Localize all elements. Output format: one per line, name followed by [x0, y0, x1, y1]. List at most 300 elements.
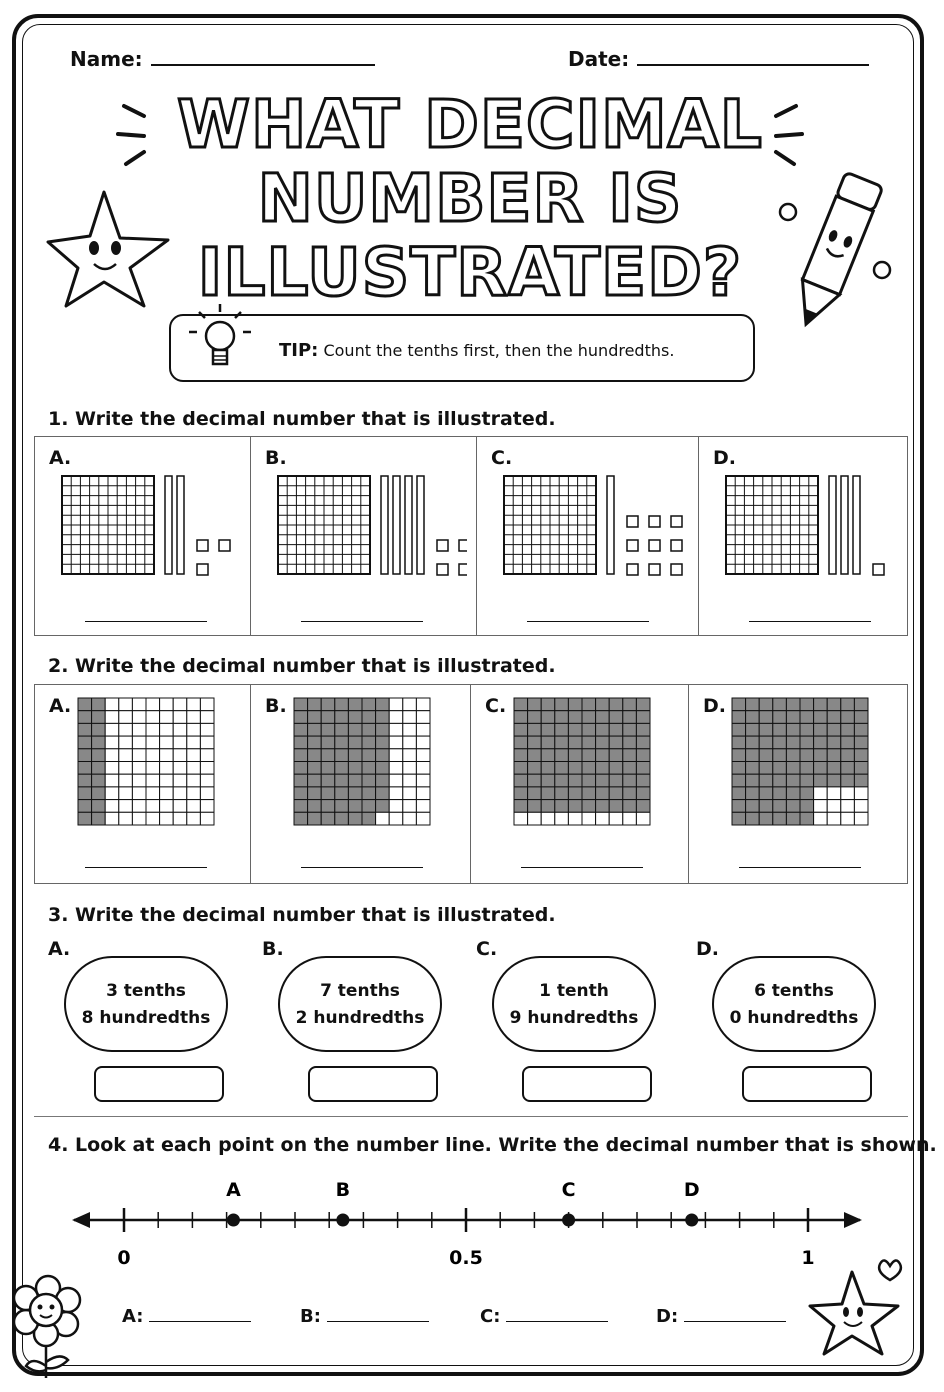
shaded-square [335, 800, 349, 813]
shaded-square [773, 774, 787, 787]
tick-label: 0 [117, 1247, 131, 1269]
empty-square [119, 812, 133, 825]
shaded-square [92, 711, 106, 724]
hundredths-text: 0 hundredths [729, 1008, 859, 1028]
empty-square [841, 787, 855, 800]
shaded-square [759, 812, 773, 825]
shaded-square [773, 736, 787, 749]
answer-line[interactable] [301, 621, 423, 622]
date-field[interactable] [568, 46, 869, 71]
answer-line[interactable] [739, 867, 861, 868]
q3-item-label: C. [476, 938, 498, 960]
empty-square [187, 723, 201, 736]
shaded-square [335, 812, 349, 825]
shaded-square [335, 762, 349, 775]
shaded-square [786, 711, 800, 724]
empty-square [173, 787, 187, 800]
empty-square [555, 812, 569, 825]
empty-square [132, 800, 146, 813]
empty-square [403, 812, 417, 825]
shaded-square [348, 698, 362, 711]
shaded-square [732, 774, 746, 787]
empty-square [119, 762, 133, 775]
date-line[interactable] [637, 46, 869, 66]
shaded-square [841, 698, 855, 711]
empty-square [814, 812, 828, 825]
answer-box[interactable] [522, 1066, 652, 1102]
point-answer[interactable] [656, 1306, 786, 1327]
empty-square [105, 762, 119, 775]
shaded-square [800, 711, 814, 724]
shaded-square [854, 736, 868, 749]
shaded-square [92, 774, 106, 787]
point-answer[interactable] [300, 1306, 429, 1327]
shaded-square [827, 736, 841, 749]
empty-square [514, 812, 528, 825]
shaded-square [800, 736, 814, 749]
tenth-rod [165, 476, 172, 574]
answer-line[interactable] [149, 1307, 251, 1322]
shaded-square [854, 749, 868, 762]
name-field[interactable] [70, 46, 375, 71]
empty-square [416, 787, 430, 800]
shaded-square [786, 723, 800, 736]
empty-square [854, 787, 868, 800]
shaded-square [528, 698, 542, 711]
point-answer-label: B: [300, 1306, 321, 1327]
shaded-square [800, 812, 814, 825]
base-ten-blocks [503, 475, 693, 585]
shaded-square [335, 698, 349, 711]
shaded-square [348, 812, 362, 825]
shaded-square [800, 749, 814, 762]
empty-square [146, 698, 160, 711]
empty-square [814, 787, 828, 800]
shaded-square [827, 762, 841, 775]
section-divider [34, 1116, 908, 1117]
thought-cloud [492, 956, 656, 1052]
answer-line[interactable] [527, 621, 649, 622]
shaded-square [335, 787, 349, 800]
shaded-square [636, 723, 650, 736]
empty-square [187, 698, 201, 711]
empty-square [200, 736, 214, 749]
shaded-square [555, 723, 569, 736]
empty-square [187, 736, 201, 749]
q1-item-label: D. [713, 447, 736, 469]
hundredths-text: 2 hundredths [295, 1008, 425, 1028]
shaded-square [78, 774, 92, 787]
hundred-flat [62, 476, 154, 574]
sparkle-left-icon [112, 100, 152, 172]
shaded-square [786, 762, 800, 775]
shaded-square [623, 711, 637, 724]
empty-square [119, 723, 133, 736]
point-label: A [226, 1179, 241, 1201]
shaded-square [773, 749, 787, 762]
shaded-square [732, 787, 746, 800]
shaded-square [814, 736, 828, 749]
q2-item [689, 685, 907, 883]
tenth-rod [607, 476, 614, 574]
shaded-square [732, 736, 746, 749]
empty-square [389, 711, 403, 724]
shaded-square [376, 749, 390, 762]
shaded-square [514, 774, 528, 787]
empty-square [636, 812, 650, 825]
shaded-square [348, 711, 362, 724]
empty-square [119, 749, 133, 762]
empty-square [160, 711, 174, 724]
tip-label: TIP: [279, 340, 319, 361]
shaded-square [854, 723, 868, 736]
q2-title: 2. Write the decimal number that is illustrated. [48, 655, 556, 677]
shaded-square [746, 812, 760, 825]
thought-cloud [278, 956, 442, 1052]
answer-box[interactable] [742, 1066, 872, 1102]
shaded-square [732, 762, 746, 775]
shaded-square [514, 711, 528, 724]
shaded-square [362, 762, 376, 775]
tenth-rod [381, 476, 388, 574]
tenth-rod [853, 476, 860, 574]
shaded-square [348, 723, 362, 736]
shaded-square [321, 762, 335, 775]
shaded-square [335, 711, 349, 724]
empty-square [541, 812, 555, 825]
name-line[interactable] [151, 46, 375, 66]
shaded-square [321, 749, 335, 762]
q2-item-label: A. [49, 695, 72, 717]
shaded-square [732, 711, 746, 724]
point-answer-label: D: [656, 1306, 679, 1327]
shaded-square [321, 723, 335, 736]
shaded-square [596, 800, 610, 813]
page-title [170, 88, 770, 310]
hundredth-cube [671, 540, 682, 551]
empty-square [187, 812, 201, 825]
empty-square [416, 723, 430, 736]
shaded-square [321, 800, 335, 813]
shaded-square [746, 736, 760, 749]
shaded-square [609, 774, 623, 787]
empty-square [416, 749, 430, 762]
shaded-square [623, 787, 637, 800]
empty-square [105, 812, 119, 825]
empty-square [200, 787, 214, 800]
empty-square [528, 812, 542, 825]
shaded-square [78, 711, 92, 724]
number-line-point [227, 1214, 240, 1227]
shaded-square [308, 762, 322, 775]
shaded-square [294, 711, 308, 724]
shaded-square [541, 736, 555, 749]
number-line-point [562, 1214, 575, 1227]
shaded-square [321, 736, 335, 749]
empty-square [416, 762, 430, 775]
tick-label: 0.5 [449, 1247, 483, 1269]
shaded-square [773, 698, 787, 711]
shaded-square [814, 698, 828, 711]
empty-square [146, 774, 160, 787]
q1-item-label: B. [265, 447, 287, 469]
number-line-point [685, 1214, 698, 1227]
answer-line[interactable] [506, 1307, 608, 1322]
shaded-square [376, 774, 390, 787]
empty-square [389, 698, 403, 711]
empty-square [105, 711, 119, 724]
shaded-square [568, 762, 582, 775]
shaded-square [92, 762, 106, 775]
shaded-square [609, 762, 623, 775]
hundredth-cube [219, 540, 230, 551]
shaded-square [609, 800, 623, 813]
shaded-square [541, 723, 555, 736]
tenth-rod [417, 476, 424, 574]
shaded-square [528, 774, 542, 787]
shaded-square [814, 723, 828, 736]
shaded-square [348, 762, 362, 775]
q3-item-label: B. [262, 938, 284, 960]
shaded-square [773, 762, 787, 775]
tick-label: 1 [801, 1247, 815, 1269]
tenths-text: 3 tenths [106, 981, 186, 1001]
thought-cloud [64, 956, 228, 1052]
empty-square [119, 698, 133, 711]
shaded-square [841, 711, 855, 724]
shaded-square [376, 800, 390, 813]
empty-square [132, 698, 146, 711]
point-answer-label: C: [480, 1306, 501, 1327]
shaded-square [636, 698, 650, 711]
hundredths-text: 8 hundredths [81, 1008, 211, 1028]
shaded-square [308, 787, 322, 800]
shaded-square [582, 800, 596, 813]
empty-square [389, 787, 403, 800]
q3-title: 3. Write the decimal number that is illustrated. [48, 904, 556, 926]
empty-square [119, 736, 133, 749]
shaded-square [555, 800, 569, 813]
shaded-square [732, 698, 746, 711]
hundredth-cube [649, 540, 660, 551]
empty-square [187, 762, 201, 775]
point-answer-label: A: [122, 1306, 144, 1327]
base-ten-blocks [61, 475, 251, 585]
tip-box [169, 314, 755, 382]
shaded-square [541, 774, 555, 787]
shaded-square [568, 711, 582, 724]
shaded-square [528, 787, 542, 800]
shaded-square [841, 774, 855, 787]
q2-item [471, 685, 689, 883]
empty-square [173, 723, 187, 736]
arrow-left-icon [72, 1212, 90, 1228]
hundred-flat [726, 476, 818, 574]
answer-line[interactable] [521, 867, 643, 868]
answer-line[interactable] [749, 621, 871, 622]
hundred-grid [77, 697, 217, 827]
tip-text [279, 340, 674, 361]
thought-cloud [712, 956, 876, 1052]
empty-square [160, 774, 174, 787]
shaded-square [308, 812, 322, 825]
shaded-square [78, 762, 92, 775]
shaded-square [568, 787, 582, 800]
shaded-square [746, 774, 760, 787]
shaded-square [555, 711, 569, 724]
point-answer[interactable] [122, 1306, 251, 1327]
answer-line[interactable] [327, 1307, 429, 1322]
hundredth-cube [627, 516, 638, 527]
shaded-square [786, 774, 800, 787]
empty-square [389, 812, 403, 825]
shaded-square [514, 698, 528, 711]
point-answer[interactable] [480, 1306, 608, 1327]
shaded-square [568, 723, 582, 736]
shaded-square [514, 800, 528, 813]
empty-square [403, 698, 417, 711]
shaded-square [376, 787, 390, 800]
tenth-rod [177, 476, 184, 574]
empty-square [105, 787, 119, 800]
shaded-square [841, 762, 855, 775]
shaded-square [555, 749, 569, 762]
star-mascot-icon [44, 186, 174, 312]
shaded-square [623, 723, 637, 736]
shaded-square [376, 711, 390, 724]
empty-square [160, 787, 174, 800]
empty-square [403, 800, 417, 813]
q1-item-label: A. [49, 447, 72, 469]
shaded-square [78, 723, 92, 736]
empty-square [403, 736, 417, 749]
shaded-square [854, 698, 868, 711]
shaded-square [362, 723, 376, 736]
shaded-square [596, 749, 610, 762]
empty-square [132, 787, 146, 800]
empty-square [160, 736, 174, 749]
shaded-square [541, 762, 555, 775]
empty-square [827, 800, 841, 813]
shaded-square [609, 749, 623, 762]
shaded-square [78, 698, 92, 711]
q4-title: 4. Look at each point on the number line. Write the decimal number that is shown. [48, 1134, 937, 1156]
empty-square [582, 812, 596, 825]
shaded-square [854, 711, 868, 724]
shaded-square [623, 800, 637, 813]
shaded-square [362, 698, 376, 711]
shaded-square [321, 698, 335, 711]
empty-square [146, 800, 160, 813]
shaded-square [362, 711, 376, 724]
empty-square [119, 774, 133, 787]
shaded-square [800, 762, 814, 775]
empty-square [814, 800, 828, 813]
empty-square [200, 800, 214, 813]
hundredth-cube [649, 516, 660, 527]
shaded-square [841, 723, 855, 736]
empty-square [173, 774, 187, 787]
shaded-square [786, 698, 800, 711]
shaded-square [623, 774, 637, 787]
shaded-square [528, 736, 542, 749]
empty-square [416, 812, 430, 825]
title-line-1: WHAT DECIMAL [177, 86, 763, 163]
shaded-square [78, 812, 92, 825]
tenths-text: 1 tenth [539, 981, 609, 1001]
empty-square [389, 774, 403, 787]
shaded-square [609, 698, 623, 711]
empty-square [105, 723, 119, 736]
hundredth-cube [649, 564, 660, 575]
answer-line[interactable] [684, 1307, 786, 1322]
empty-square [105, 800, 119, 813]
shaded-square [568, 749, 582, 762]
q1-title: 1. Write the decimal number that is illustrated. [48, 408, 556, 430]
shaded-square [786, 812, 800, 825]
shaded-square [623, 736, 637, 749]
shaded-square [759, 787, 773, 800]
shaded-square [636, 774, 650, 787]
shaded-square [321, 812, 335, 825]
shaded-square [541, 698, 555, 711]
q3-item-label: A. [48, 938, 71, 960]
shaded-square [827, 698, 841, 711]
shaded-square [596, 711, 610, 724]
answer-box[interactable] [308, 1066, 438, 1102]
q1-item [477, 437, 699, 635]
tenths-text: 7 tenths [320, 981, 400, 1001]
shaded-square [814, 711, 828, 724]
empty-square [403, 711, 417, 724]
empty-square [105, 749, 119, 762]
empty-square [200, 774, 214, 787]
base-ten-blocks [277, 475, 467, 585]
empty-square [376, 812, 390, 825]
shaded-square [636, 800, 650, 813]
answer-box[interactable] [94, 1066, 224, 1102]
shaded-square [732, 800, 746, 813]
shaded-square [773, 711, 787, 724]
shaded-square [746, 723, 760, 736]
answer-line[interactable] [85, 621, 207, 622]
shaded-square [308, 711, 322, 724]
empty-square [854, 800, 868, 813]
empty-square [119, 711, 133, 724]
shaded-square [814, 762, 828, 775]
answer-line[interactable] [85, 867, 207, 868]
shaded-square [92, 787, 106, 800]
shaded-square [528, 711, 542, 724]
shaded-square [596, 723, 610, 736]
shaded-square [362, 787, 376, 800]
empty-square [841, 800, 855, 813]
shaded-square [596, 736, 610, 749]
empty-square [146, 762, 160, 775]
shaded-square [636, 736, 650, 749]
answer-line[interactable] [301, 867, 423, 868]
empty-square [854, 812, 868, 825]
shaded-square [92, 698, 106, 711]
hundredth-cube [197, 540, 208, 551]
q1-item-label: C. [491, 447, 513, 469]
shaded-square [376, 698, 390, 711]
shaded-square [308, 698, 322, 711]
shaded-square [814, 749, 828, 762]
base-ten-blocks [725, 475, 915, 585]
shaded-square [786, 736, 800, 749]
empty-square [403, 723, 417, 736]
